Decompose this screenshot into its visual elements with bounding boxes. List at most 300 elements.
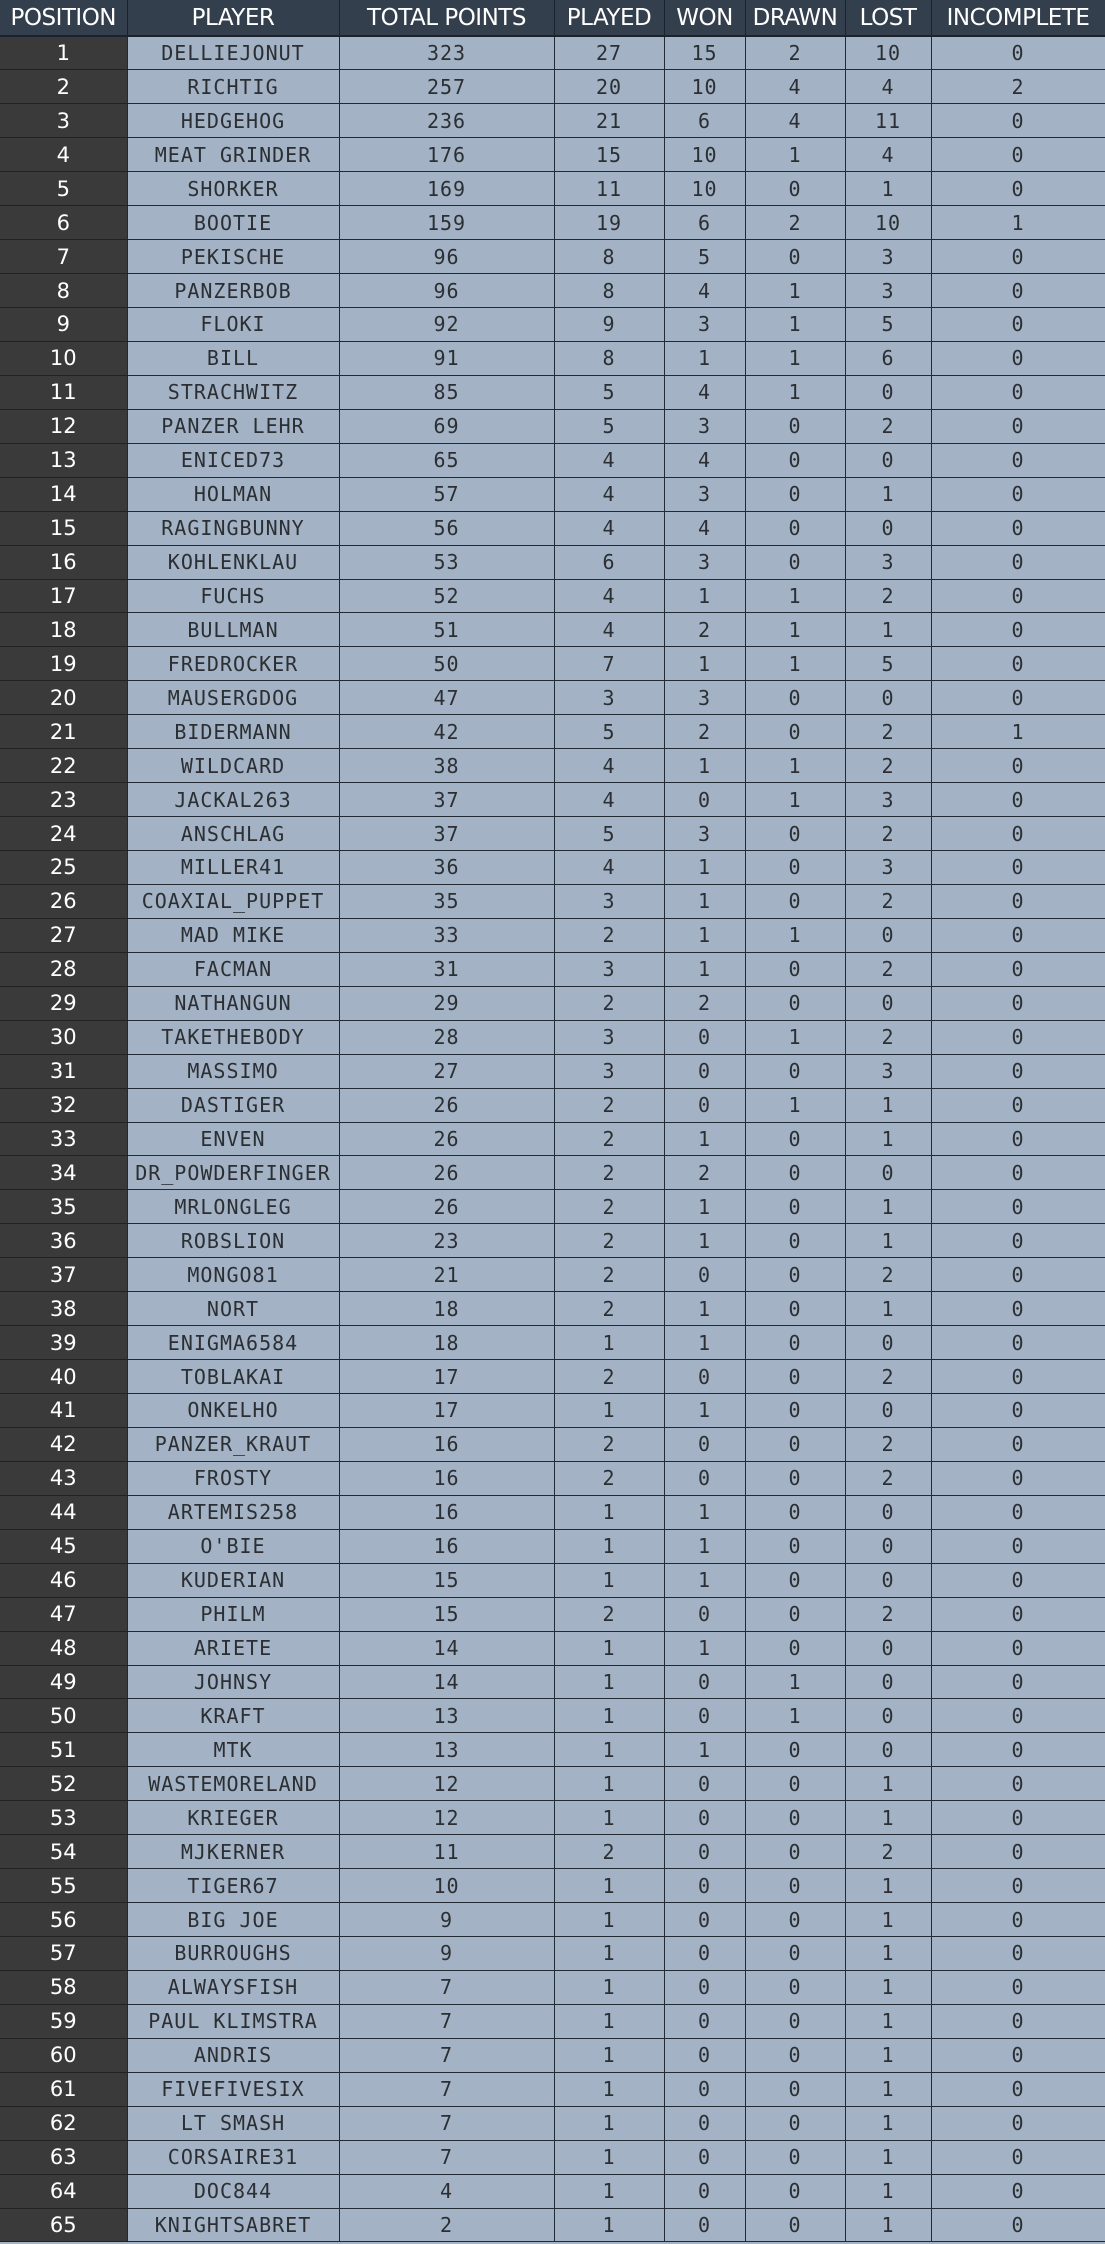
played-cell: 1 — [554, 1495, 664, 1529]
played-cell: 2 — [554, 1156, 664, 1190]
drawn-cell: 0 — [745, 1224, 845, 1258]
position-cell: 25 — [0, 851, 127, 885]
lost-cell: 1 — [845, 2038, 931, 2072]
total-points-cell: 47 — [339, 681, 554, 715]
position-cell: 18 — [0, 613, 127, 647]
drawn-cell: 0 — [745, 1394, 845, 1428]
played-cell: 1 — [554, 2072, 664, 2106]
drawn-cell: 0 — [745, 1903, 845, 1937]
lost-cell: 1 — [845, 1801, 931, 1835]
position-cell: 5 — [0, 172, 127, 206]
incomplete-cell: 0 — [931, 1801, 1105, 1835]
played-cell: 1 — [554, 1631, 664, 1665]
table-row — [0, 1088, 1105, 1122]
table-row — [0, 2072, 1105, 2106]
position-cell: 14 — [0, 477, 127, 511]
won-cell: 2 — [664, 1156, 745, 1190]
drawn-cell: 4 — [745, 70, 845, 104]
position-cell: 42 — [0, 1427, 127, 1461]
incomplete-cell: 0 — [931, 681, 1105, 715]
incomplete-cell: 0 — [931, 1495, 1105, 1529]
won-cell: 10 — [664, 138, 745, 172]
won-cell: 0 — [664, 1801, 745, 1835]
table-row — [0, 952, 1105, 986]
player-cell: ARIETE — [127, 1631, 339, 1665]
played-cell: 5 — [554, 715, 664, 749]
won-cell: 0 — [664, 1360, 745, 1394]
position-cell: 1 — [0, 36, 127, 70]
drawn-cell: 0 — [745, 1835, 845, 1869]
player-cell: MRLONGLEG — [127, 1190, 339, 1224]
played-cell: 4 — [554, 511, 664, 545]
position-cell: 24 — [0, 817, 127, 851]
table-row — [0, 375, 1105, 409]
table-row — [0, 1258, 1105, 1292]
total-points-cell: 14 — [339, 1631, 554, 1665]
position-cell: 8 — [0, 274, 127, 308]
table-row — [0, 579, 1105, 613]
drawn-cell: 1 — [745, 308, 845, 342]
incomplete-cell: 0 — [931, 1733, 1105, 1767]
drawn-cell: 1 — [745, 341, 845, 375]
drawn-cell: 2 — [745, 36, 845, 70]
position-cell: 49 — [0, 1665, 127, 1699]
table-row — [0, 2208, 1105, 2242]
played-cell: 21 — [554, 104, 664, 138]
lost-cell: 0 — [845, 918, 931, 952]
drawn-cell: 0 — [745, 1529, 845, 1563]
total-points-cell: 53 — [339, 545, 554, 579]
drawn-cell: 0 — [745, 1054, 845, 1088]
total-points-cell: 159 — [339, 206, 554, 240]
lost-cell: 1 — [845, 613, 931, 647]
incomplete-cell: 0 — [931, 1394, 1105, 1428]
won-cell: 2 — [664, 715, 745, 749]
incomplete-cell: 0 — [931, 918, 1105, 952]
won-cell: 1 — [664, 851, 745, 885]
drawn-cell: 0 — [745, 545, 845, 579]
position-cell: 23 — [0, 783, 127, 817]
drawn-cell: 0 — [745, 1767, 845, 1801]
lost-cell: 2 — [845, 952, 931, 986]
total-points-cell: 92 — [339, 308, 554, 342]
incomplete-cell: 0 — [931, 783, 1105, 817]
total-points-cell: 29 — [339, 986, 554, 1020]
position-cell: 19 — [0, 647, 127, 681]
played-cell: 3 — [554, 952, 664, 986]
position-cell: 27 — [0, 918, 127, 952]
won-cell: 1 — [664, 1292, 745, 1326]
player-cell: MAUSERGDOG — [127, 681, 339, 715]
table-row — [0, 545, 1105, 579]
drawn-cell: 1 — [745, 138, 845, 172]
player-cell: FACMAN — [127, 952, 339, 986]
total-points-cell: 52 — [339, 579, 554, 613]
played-cell: 1 — [554, 1869, 664, 1903]
won-cell: 4 — [664, 274, 745, 308]
total-points-cell: 96 — [339, 274, 554, 308]
incomplete-cell: 0 — [931, 1122, 1105, 1156]
lost-cell: 3 — [845, 783, 931, 817]
table-row — [0, 1360, 1105, 1394]
position-cell: 2 — [0, 70, 127, 104]
total-points-cell: 36 — [339, 851, 554, 885]
player-cell: JACKAL263 — [127, 783, 339, 817]
won-cell: 1 — [664, 1224, 745, 1258]
won-cell: 0 — [664, 1869, 745, 1903]
player-cell: RICHTIG — [127, 70, 339, 104]
table-row — [0, 443, 1105, 477]
lost-cell: 11 — [845, 104, 931, 138]
total-points-cell: 12 — [339, 1767, 554, 1801]
lost-cell: 2 — [845, 884, 931, 918]
total-points-cell: 16 — [339, 1461, 554, 1495]
player-cell: FIVEFIVESIX — [127, 2072, 339, 2106]
position-cell: 35 — [0, 1190, 127, 1224]
incomplete-cell: 0 — [931, 341, 1105, 375]
table-row — [0, 477, 1105, 511]
drawn-header: DRAWN — [745, 0, 845, 36]
total-points-cell: 12 — [339, 1801, 554, 1835]
player-cell: ENICED73 — [127, 443, 339, 477]
player-cell: BOOTIE — [127, 206, 339, 240]
played-cell: 1 — [554, 1903, 664, 1937]
player-cell: PANZER_KRAUT — [127, 1427, 339, 1461]
won-cell: 0 — [664, 1937, 745, 1971]
player-cell: WASTEMORELAND — [127, 1767, 339, 1801]
position-cell: 21 — [0, 715, 127, 749]
player-cell: ONKELHO — [127, 1394, 339, 1428]
position-cell: 44 — [0, 1495, 127, 1529]
total-points-cell: 57 — [339, 477, 554, 511]
lost-cell: 0 — [845, 1563, 931, 1597]
table-row — [0, 2106, 1105, 2140]
won-cell: 4 — [664, 375, 745, 409]
total-points-cell: 26 — [339, 1122, 554, 1156]
total-points-cell: 10 — [339, 1869, 554, 1903]
drawn-cell: 1 — [745, 749, 845, 783]
incomplete-cell: 0 — [931, 1088, 1105, 1122]
position-cell: 10 — [0, 341, 127, 375]
drawn-cell: 0 — [745, 1122, 845, 1156]
lost-cell: 1 — [845, 1869, 931, 1903]
player-cell: NORT — [127, 1292, 339, 1326]
table-row — [0, 1020, 1105, 1054]
won-cell: 0 — [664, 2106, 745, 2140]
drawn-cell: 0 — [745, 1869, 845, 1903]
played-cell: 27 — [554, 36, 664, 70]
won-header: WON — [664, 0, 745, 36]
drawn-cell: 4 — [745, 104, 845, 138]
total-points-cell: 323 — [339, 36, 554, 70]
won-cell: 2 — [664, 613, 745, 647]
table-row — [0, 1937, 1105, 1971]
position-cell: 32 — [0, 1088, 127, 1122]
played-cell: 4 — [554, 579, 664, 613]
won-cell: 0 — [664, 1461, 745, 1495]
drawn-cell: 0 — [745, 172, 845, 206]
incomplete-cell: 0 — [931, 1529, 1105, 1563]
lost-cell: 0 — [845, 1699, 931, 1733]
drawn-cell: 0 — [745, 715, 845, 749]
incomplete-cell: 0 — [931, 1054, 1105, 1088]
position-cell: 51 — [0, 1733, 127, 1767]
total-points-cell: 35 — [339, 884, 554, 918]
drawn-cell: 0 — [745, 1801, 845, 1835]
total-points-cell: 4 — [339, 2174, 554, 2208]
player-cell: NATHANGUN — [127, 986, 339, 1020]
played-cell: 4 — [554, 613, 664, 647]
played-cell: 4 — [554, 749, 664, 783]
position-cell: 54 — [0, 1835, 127, 1869]
incomplete-cell: 0 — [931, 851, 1105, 885]
table-row — [0, 1427, 1105, 1461]
player-cell: MAD MIKE — [127, 918, 339, 952]
won-cell: 0 — [664, 1699, 745, 1733]
position-cell: 48 — [0, 1631, 127, 1665]
lost-cell: 0 — [845, 1665, 931, 1699]
lost-cell: 2 — [845, 1597, 931, 1631]
position-cell: 64 — [0, 2174, 127, 2208]
drawn-cell: 1 — [745, 918, 845, 952]
drawn-cell: 1 — [745, 1020, 845, 1054]
won-cell: 1 — [664, 1122, 745, 1156]
incomplete-cell: 0 — [931, 511, 1105, 545]
drawn-cell: 1 — [745, 1088, 845, 1122]
lost-cell: 1 — [845, 2106, 931, 2140]
played-cell: 3 — [554, 1020, 664, 1054]
table-row — [0, 2140, 1105, 2174]
played-cell: 2 — [554, 1190, 664, 1224]
table-row — [0, 36, 1105, 70]
player-cell: O'BIE — [127, 1529, 339, 1563]
player-cell: DR_POWDERFINGER — [127, 1156, 339, 1190]
won-cell: 0 — [664, 1054, 745, 1088]
incomplete-cell: 0 — [931, 36, 1105, 70]
played-cell: 4 — [554, 477, 664, 511]
incomplete-cell: 0 — [931, 2004, 1105, 2038]
drawn-cell: 1 — [745, 579, 845, 613]
drawn-cell: 0 — [745, 884, 845, 918]
lost-cell: 4 — [845, 138, 931, 172]
player-cell: HEDGEHOG — [127, 104, 339, 138]
lost-cell: 2 — [845, 817, 931, 851]
drawn-cell: 1 — [745, 1699, 845, 1733]
incomplete-cell: 0 — [931, 104, 1105, 138]
position-cell: 30 — [0, 1020, 127, 1054]
lost-cell: 1 — [845, 1088, 931, 1122]
position-cell: 20 — [0, 681, 127, 715]
drawn-cell: 0 — [745, 477, 845, 511]
total-points-cell: 7 — [339, 2038, 554, 2072]
total-points-cell: 17 — [339, 1360, 554, 1394]
position-cell: 59 — [0, 2004, 127, 2038]
incomplete-cell: 0 — [931, 952, 1105, 986]
total-points-cell: 56 — [339, 511, 554, 545]
incomplete-cell: 0 — [931, 1597, 1105, 1631]
played-cell: 4 — [554, 443, 664, 477]
table-row — [0, 409, 1105, 443]
total-points-cell: 51 — [339, 613, 554, 647]
won-cell: 1 — [664, 749, 745, 783]
player-cell: TOBLAKAI — [127, 1360, 339, 1394]
player-header: PLAYER — [127, 0, 339, 36]
played-cell: 1 — [554, 1937, 664, 1971]
player-cell: FUCHS — [127, 579, 339, 613]
won-cell: 0 — [664, 2038, 745, 2072]
drawn-cell: 0 — [745, 1563, 845, 1597]
position-cell: 53 — [0, 1801, 127, 1835]
table-row — [0, 1869, 1105, 1903]
position-cell: 13 — [0, 443, 127, 477]
total-points-cell: 14 — [339, 1665, 554, 1699]
position-cell: 16 — [0, 545, 127, 579]
total-points-cell: 236 — [339, 104, 554, 138]
played-cell: 2 — [554, 1122, 664, 1156]
drawn-cell: 0 — [745, 817, 845, 851]
player-cell: ALWAYSFISH — [127, 1970, 339, 2004]
incomplete-cell: 0 — [931, 1970, 1105, 2004]
drawn-cell: 0 — [745, 2106, 845, 2140]
played-cell: 2 — [554, 1360, 664, 1394]
played-cell: 2 — [554, 1258, 664, 1292]
lost-cell: 5 — [845, 308, 931, 342]
position-cell: 61 — [0, 2072, 127, 2106]
player-cell: HOLMAN — [127, 477, 339, 511]
won-cell: 1 — [664, 579, 745, 613]
player-cell: LT SMASH — [127, 2106, 339, 2140]
lost-cell: 2 — [845, 1020, 931, 1054]
incomplete-cell: 0 — [931, 308, 1105, 342]
played-cell: 2 — [554, 1224, 664, 1258]
position-cell: 15 — [0, 511, 127, 545]
drawn-cell: 0 — [745, 240, 845, 274]
position-cell: 38 — [0, 1292, 127, 1326]
lost-cell: 1 — [845, 1767, 931, 1801]
table-row — [0, 308, 1105, 342]
played-cell: 4 — [554, 851, 664, 885]
drawn-cell: 0 — [745, 2038, 845, 2072]
lost-cell: 1 — [845, 1190, 931, 1224]
position-cell: 12 — [0, 409, 127, 443]
lost-cell: 2 — [845, 579, 931, 613]
table-row — [0, 138, 1105, 172]
table-row — [0, 1529, 1105, 1563]
lost-cell: 1 — [845, 1970, 931, 2004]
won-cell: 1 — [664, 952, 745, 986]
lost-cell: 3 — [845, 545, 931, 579]
played-cell: 19 — [554, 206, 664, 240]
played-cell: 8 — [554, 274, 664, 308]
won-cell: 0 — [664, 1970, 745, 2004]
table-row — [0, 1326, 1105, 1360]
position-cell: 37 — [0, 1258, 127, 1292]
incomplete-cell: 0 — [931, 817, 1105, 851]
incomplete-cell: 0 — [931, 986, 1105, 1020]
player-cell: PANZERBOB — [127, 274, 339, 308]
position-cell: 9 — [0, 308, 127, 342]
position-cell: 36 — [0, 1224, 127, 1258]
player-cell: MEAT GRINDER — [127, 138, 339, 172]
table-body — [0, 36, 1105, 2242]
won-cell: 0 — [664, 1597, 745, 1631]
won-cell: 0 — [664, 1835, 745, 1869]
lost-cell: 10 — [845, 36, 931, 70]
played-cell: 11 — [554, 172, 664, 206]
incomplete-cell: 0 — [931, 1869, 1105, 1903]
lost-cell: 0 — [845, 681, 931, 715]
player-cell: ENVEN — [127, 1122, 339, 1156]
total-points-cell: 15 — [339, 1563, 554, 1597]
incomplete-cell: 0 — [931, 1020, 1105, 1054]
lost-cell: 0 — [845, 1326, 931, 1360]
played-cell: 1 — [554, 2208, 664, 2242]
table-row — [0, 783, 1105, 817]
total-points-cell: 31 — [339, 952, 554, 986]
won-cell: 1 — [664, 1631, 745, 1665]
drawn-cell: 0 — [745, 851, 845, 885]
position-cell: 33 — [0, 1122, 127, 1156]
lost-cell: 0 — [845, 511, 931, 545]
drawn-cell: 1 — [745, 783, 845, 817]
drawn-cell: 0 — [745, 1292, 845, 1326]
total-points-cell: 33 — [339, 918, 554, 952]
played-cell: 1 — [554, 1801, 664, 1835]
position-cell: 60 — [0, 2038, 127, 2072]
table-row — [0, 647, 1105, 681]
player-cell: BILL — [127, 341, 339, 375]
position-cell: 7 — [0, 240, 127, 274]
player-cell: ANSCHLAG — [127, 817, 339, 851]
lost-cell: 10 — [845, 206, 931, 240]
incomplete-cell: 0 — [931, 172, 1105, 206]
lost-cell: 0 — [845, 1529, 931, 1563]
player-cell: STRACHWITZ — [127, 375, 339, 409]
player-cell: MJKERNER — [127, 1835, 339, 1869]
total-points-cell: 7 — [339, 2004, 554, 2038]
player-cell: CORSAIRE31 — [127, 2140, 339, 2174]
played-cell: 1 — [554, 1529, 664, 1563]
table-row — [0, 1665, 1105, 1699]
won-cell: 0 — [664, 1020, 745, 1054]
position-cell: 6 — [0, 206, 127, 240]
position-header: POSITION — [0, 0, 127, 36]
incomplete-cell: 0 — [931, 884, 1105, 918]
player-cell: DASTIGER — [127, 1088, 339, 1122]
table-row — [0, 2174, 1105, 2208]
won-cell: 1 — [664, 884, 745, 918]
won-cell: 0 — [664, 1665, 745, 1699]
lost-cell: 3 — [845, 851, 931, 885]
won-cell: 4 — [664, 443, 745, 477]
played-header: PLAYED — [554, 0, 664, 36]
total-points-cell: 15 — [339, 1597, 554, 1631]
player-cell: KUDERIAN — [127, 1563, 339, 1597]
position-cell: 3 — [0, 104, 127, 138]
drawn-cell: 0 — [745, 409, 845, 443]
position-cell: 56 — [0, 1903, 127, 1937]
won-cell: 0 — [664, 1258, 745, 1292]
drawn-cell: 2 — [745, 206, 845, 240]
drawn-cell: 0 — [745, 1733, 845, 1767]
played-cell: 1 — [554, 1394, 664, 1428]
played-cell: 2 — [554, 1292, 664, 1326]
player-cell: BIDERMANN — [127, 715, 339, 749]
total-points-cell: 9 — [339, 1937, 554, 1971]
total-points-cell: 69 — [339, 409, 554, 443]
position-cell: 26 — [0, 884, 127, 918]
total-points-cell: 257 — [339, 70, 554, 104]
